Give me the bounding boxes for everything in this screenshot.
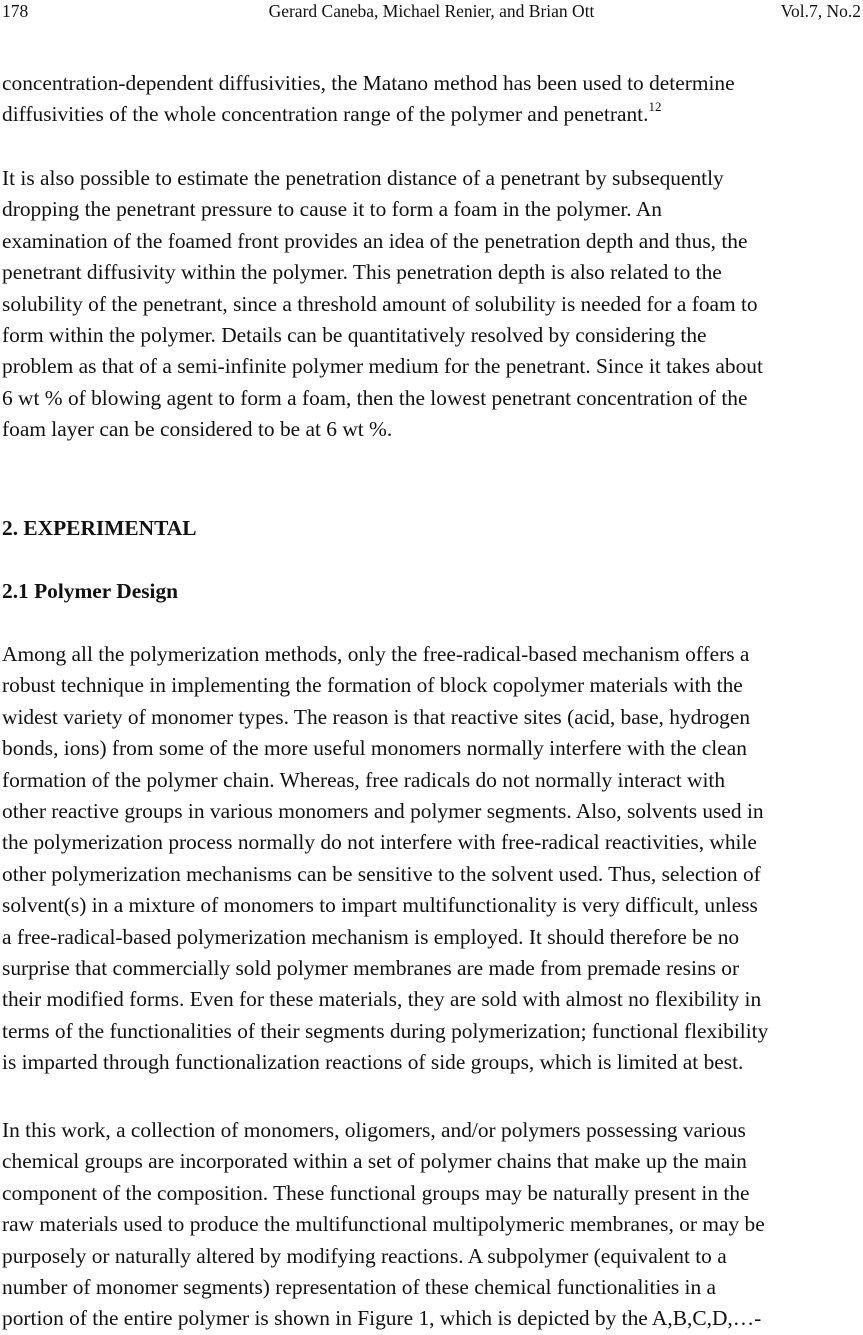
text-line: component of the composition. These functional groups may be naturally present in the [2, 1180, 750, 1205]
text-line: foam layer can be considered to be at 6 wt %. [2, 417, 393, 442]
text-line: purposely or naturally altered by modifying reactions. A subpolymer (equivalent to a [2, 1243, 727, 1268]
text-line: dropping the penetrant pressure to cause it to form a foam in the polymer. An [2, 197, 662, 222]
text-line: robust technique in implementing the formation of block copolymer materials with the [2, 673, 743, 698]
text-line: Among all the polymerization methods, only the free-radical-based mechanism offers a [2, 642, 750, 666]
text-line: surprise that commercially sold polymer membranes are made from premade resins or [2, 955, 740, 980]
header-authors: Gerard Caneba, Michael Renier, and Brian Ott [268, 1, 595, 21]
text-line: penetrant diffusivity within the polymer. This penetration depth is also related to the [2, 260, 722, 285]
text-line: formation of the polymer chain. Whereas, free radicals do not normally interact with [2, 767, 726, 792]
text-line: number of monomer segments) representation of these chemical functionalities in a [2, 1274, 716, 1299]
subsection-heading: 2.1 Polymer Design [2, 579, 179, 603]
text-line: concentration-dependent diffusivities, the Matano method has been used to determine [2, 71, 735, 95]
text-line: other polymerization mechanisms can be sensitive to the solvent used. Thus, selection of [2, 861, 761, 886]
paragraph-1 [2, 68, 863, 131]
text-line: In this work, a collection of monomers, oligomers, and/or polymers possessing various [2, 1118, 746, 1142]
reference-superscript: 12 [648, 99, 662, 115]
text-line: examination of the foamed front provides an idea of the penetration depth and thus, the [2, 228, 748, 253]
section-heading: 2. EXPERIMENTAL [2, 516, 197, 540]
text-line: bonds, ions) from some of the more useful monomers normally interfere with the clean [2, 736, 747, 761]
text-line: It is also possible to estimate the penetration distance of a penetrant by subsequently [2, 166, 724, 190]
text-line: problem as that of a semi-infinite polymer medium for the penetrant. Since it takes about [2, 354, 763, 379]
text-line [2, 99, 863, 130]
paragraph-2 [2, 163, 863, 446]
text-line: 6 wt % of blowing agent to form a foam, then the lowest penetrant concentration of the [2, 385, 748, 410]
text-line: portion of the entire polymer is shown in Figure 1, which is depicted by the A,B,C,D,…- [2, 1306, 762, 1331]
text-line: widest variety of monomer types. The reason is that reactive sites (acid, base, hydrogen [2, 704, 751, 729]
running-header [2, 0, 861, 22]
text-line: other reactive groups in various monomers and polymer segments. Also, solvents used in [2, 798, 764, 823]
text-line: terms of the functionalities of their segments during polymerization; functional flexibility [2, 1018, 769, 1043]
text-line-content: diffusivities of the whole concentration range of the polymer and penetrant. [2, 102, 649, 127]
text-line: a free-radical-based polymerization mechanism is employed. It should therefore be no [2, 924, 740, 949]
paragraph-4 [2, 1115, 863, 1335]
text-line: raw materials used to produce the multifunctional multipolymeric membranes, or may be [2, 1212, 765, 1237]
text-line: form within the polymer. Details can be quantitatively resolved by considering the [2, 322, 707, 347]
text-line: solubility of the penetrant, since a threshold amount of solubility is needed for a foam to [2, 291, 758, 316]
text-line: their modified forms. Even for these materials, they are sold with almost no flexibility in [2, 987, 762, 1012]
page-number: 178 [2, 1, 29, 21]
paragraph-3 [2, 639, 863, 1078]
text-line: solvent(s) in a mixture of monomers to impart multifunctionality is very difficult, unless [2, 893, 758, 918]
text-line: the polymerization process normally do not interfere with free-radical reactivities, while [2, 830, 757, 855]
header-volume: Vol.7, No.2 [780, 1, 861, 21]
text-line: is imparted through functionalization reactions of side groups, which is limited at best. [2, 1050, 744, 1075]
text-line: chemical groups are incorporated within a set of polymer chains that make up the main [2, 1149, 747, 1174]
